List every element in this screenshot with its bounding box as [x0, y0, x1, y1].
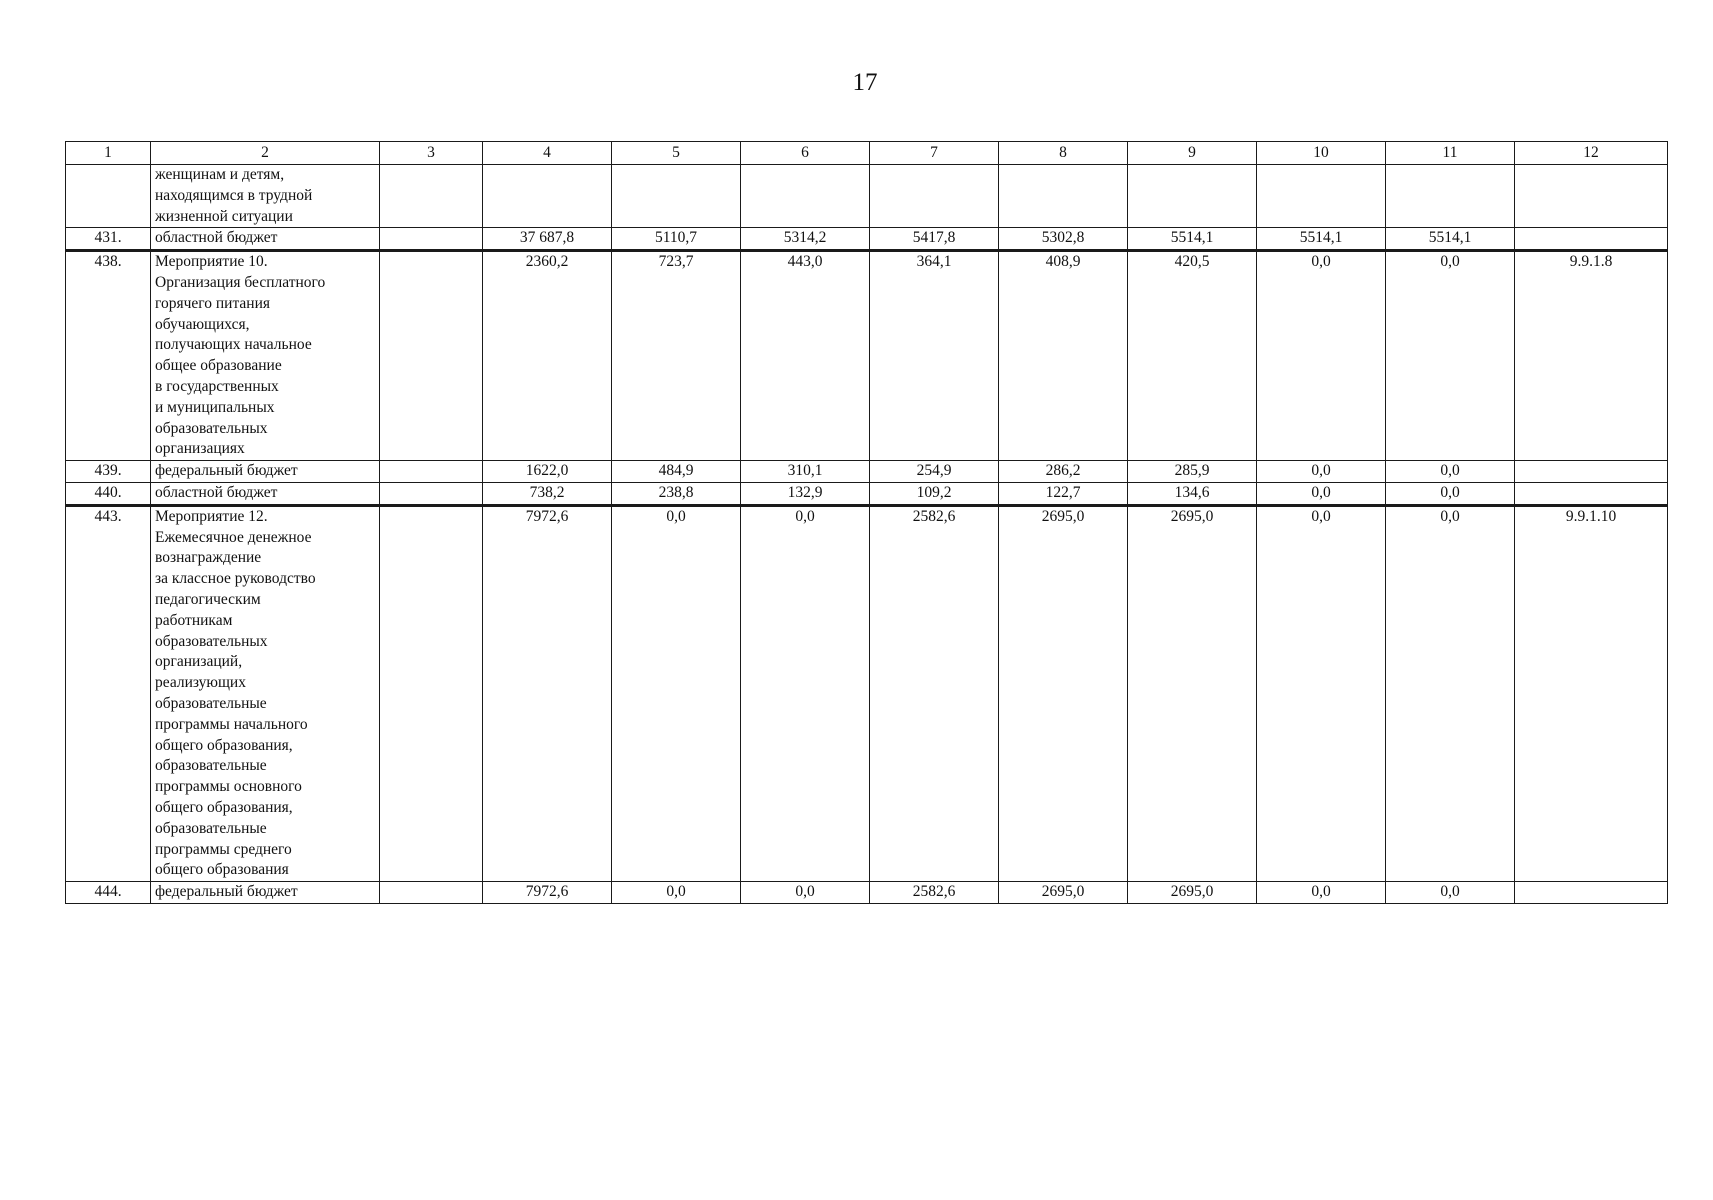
description-line: Мероприятие 10. [155, 253, 268, 271]
value-cell-col-8 [999, 165, 1128, 228]
budget-table [65, 141, 1668, 904]
header-cell-4: 4 [483, 142, 612, 165]
value-cell-col-6: 310,1 [741, 461, 870, 483]
value-cell-col-8: 2695,0 [999, 882, 1128, 904]
column-3-cell [380, 251, 483, 461]
value-cell-col-7: 5417,8 [870, 228, 999, 251]
description-line: федеральный бюджет [155, 883, 298, 901]
description-line: организациях [155, 440, 245, 458]
row-number-cell: 431. [66, 228, 151, 251]
code-cell: 9.9.1.10 [1515, 505, 1668, 881]
row-number-cell: 440. [66, 482, 151, 505]
description-cell [151, 505, 380, 881]
value-cell-col-10: 0,0 [1257, 505, 1386, 881]
code-cell [1515, 165, 1668, 228]
description-line: жизненной ситуации [155, 207, 293, 225]
table-row [66, 228, 1668, 251]
row-number-cell: 443. [66, 505, 151, 881]
value-cell-col-9: 285,9 [1128, 461, 1257, 483]
description-line: получающих начальное [155, 336, 312, 354]
value-cell-col-6: 0,0 [741, 505, 870, 881]
table-row [66, 505, 1668, 881]
table-body [66, 142, 1668, 904]
description-line: образовательные [155, 757, 267, 775]
value-cell-col-9: 134,6 [1128, 482, 1257, 505]
value-cell-col-8: 122,7 [999, 482, 1128, 505]
description-line: за классное руководство [155, 570, 316, 588]
value-cell-col-7: 109,2 [870, 482, 999, 505]
code-cell [1515, 461, 1668, 483]
value-cell-col-9 [1128, 165, 1257, 228]
code-cell [1515, 228, 1668, 251]
description-line: образовательные [155, 694, 267, 712]
value-cell-col-7: 254,9 [870, 461, 999, 483]
description-line: областной бюджет [155, 483, 278, 501]
description-line: программы среднего [155, 840, 292, 858]
header-cell-3: 3 [380, 142, 483, 165]
description-line: общего образования, [155, 736, 293, 754]
description-line: находящимся в трудной [155, 186, 313, 204]
value-cell-col-11: 0,0 [1386, 482, 1515, 505]
description-line: реализующих [155, 674, 246, 692]
table-row [66, 165, 1668, 228]
code-cell [1515, 482, 1668, 505]
value-cell-col-4: 37 687,8 [483, 228, 612, 251]
column-3-cell [380, 228, 483, 251]
header-cell-12: 12 [1515, 142, 1668, 165]
value-cell-col-7: 364,1 [870, 251, 999, 461]
description-line: программы начального [155, 715, 308, 733]
value-cell-col-8: 408,9 [999, 251, 1128, 461]
value-cell-col-4 [483, 165, 612, 228]
column-3-cell [380, 505, 483, 881]
header-cell-8: 8 [999, 142, 1128, 165]
description-line: работникам [155, 611, 233, 629]
header-cell-7: 7 [870, 142, 999, 165]
value-cell-col-9: 420,5 [1128, 251, 1257, 461]
value-cell-col-4: 1622,0 [483, 461, 612, 483]
description-line: женщинам и детям, [155, 166, 285, 183]
header-cell-11: 11 [1386, 142, 1515, 165]
value-cell-col-8: 5302,8 [999, 228, 1128, 251]
value-cell-col-10: 0,0 [1257, 461, 1386, 483]
value-cell-col-9: 2695,0 [1128, 505, 1257, 881]
description-line: в государственных [155, 377, 279, 395]
description-line: Мероприятие 12. [155, 507, 268, 525]
value-cell-col-7 [870, 165, 999, 228]
description-line: образовательные [155, 819, 267, 837]
value-cell-col-5: 5110,7 [612, 228, 741, 251]
value-cell-col-4: 2360,2 [483, 251, 612, 461]
description-line: образовательных [155, 632, 268, 650]
header-cell-9: 9 [1128, 142, 1257, 165]
value-cell-col-11 [1386, 165, 1515, 228]
value-cell-col-8: 286,2 [999, 461, 1128, 483]
description-cell [151, 165, 380, 228]
description-cell [151, 482, 380, 505]
value-cell-col-10: 5514,1 [1257, 228, 1386, 251]
value-cell-col-5: 0,0 [612, 882, 741, 904]
value-cell-col-7: 2582,6 [870, 505, 999, 881]
value-cell-col-9: 5514,1 [1128, 228, 1257, 251]
description-line: Организация бесплатного [155, 273, 326, 291]
description-cell [151, 882, 380, 904]
table-row [66, 482, 1668, 505]
description-line: общего образования, [155, 798, 293, 816]
value-cell-col-5: 238,8 [612, 482, 741, 505]
column-3-cell [380, 882, 483, 904]
table-row [66, 882, 1668, 904]
column-3-cell [380, 482, 483, 505]
value-cell-col-10: 0,0 [1257, 482, 1386, 505]
header-cell-1: 1 [66, 142, 151, 165]
table-row [66, 251, 1668, 461]
row-number-cell: 439. [66, 461, 151, 483]
value-cell-col-11: 0,0 [1386, 251, 1515, 461]
value-cell-col-11: 0,0 [1386, 505, 1515, 881]
value-cell-col-7: 2582,6 [870, 882, 999, 904]
value-cell-col-11: 0,0 [1386, 461, 1515, 483]
description-line: областной бюджет [155, 229, 278, 247]
description-line: Ежемесячное денежное [155, 528, 312, 546]
value-cell-col-4: 7972,6 [483, 882, 612, 904]
value-cell-col-11: 5514,1 [1386, 228, 1515, 251]
header-cell-6: 6 [741, 142, 870, 165]
description-line: обучающихся, [155, 315, 250, 333]
value-cell-col-10: 0,0 [1257, 251, 1386, 461]
value-cell-col-5: 0,0 [612, 505, 741, 881]
code-cell [1515, 882, 1668, 904]
description-line: организаций, [155, 653, 243, 671]
description-cell [151, 461, 380, 483]
description-line: программы основного [155, 778, 302, 796]
description-cell [151, 228, 380, 251]
header-cell-10: 10 [1257, 142, 1386, 165]
description-line: образовательных [155, 419, 268, 437]
description-line: вознаграждение [155, 549, 262, 567]
description-line: федеральный бюджет [155, 462, 298, 480]
value-cell-col-5: 723,7 [612, 251, 741, 461]
value-cell-col-10: 0,0 [1257, 882, 1386, 904]
column-3-cell [380, 165, 483, 228]
value-cell-col-4: 7972,6 [483, 505, 612, 881]
description-line: и муниципальных [155, 398, 275, 416]
header-cell-5: 5 [612, 142, 741, 165]
code-cell: 9.9.1.8 [1515, 251, 1668, 461]
page-number: 17 [852, 69, 878, 96]
column-3-cell [380, 461, 483, 483]
description-line: общее образование [155, 357, 282, 375]
header-cell-2: 2 [151, 142, 380, 165]
value-cell-col-8: 2695,0 [999, 505, 1128, 881]
description-cell [151, 251, 380, 461]
row-number-cell: 438. [66, 251, 151, 461]
value-cell-col-11: 0,0 [1386, 882, 1515, 904]
header-row [66, 142, 1668, 165]
row-number-cell [66, 165, 151, 228]
table-row [66, 461, 1668, 483]
value-cell-col-4: 738,2 [483, 482, 612, 505]
value-cell-col-9: 2695,0 [1128, 882, 1257, 904]
description-line: горячего питания [155, 294, 271, 312]
value-cell-col-6: 132,9 [741, 482, 870, 505]
value-cell-col-6 [741, 165, 870, 228]
value-cell-col-10 [1257, 165, 1386, 228]
row-number-cell: 444. [66, 882, 151, 904]
value-cell-col-6: 5314,2 [741, 228, 870, 251]
description-line: педагогическим [155, 590, 261, 608]
value-cell-col-5 [612, 165, 741, 228]
description-line: общего образования [155, 861, 289, 879]
value-cell-col-6: 0,0 [741, 882, 870, 904]
value-cell-col-5: 484,9 [612, 461, 741, 483]
value-cell-col-6: 443,0 [741, 251, 870, 461]
